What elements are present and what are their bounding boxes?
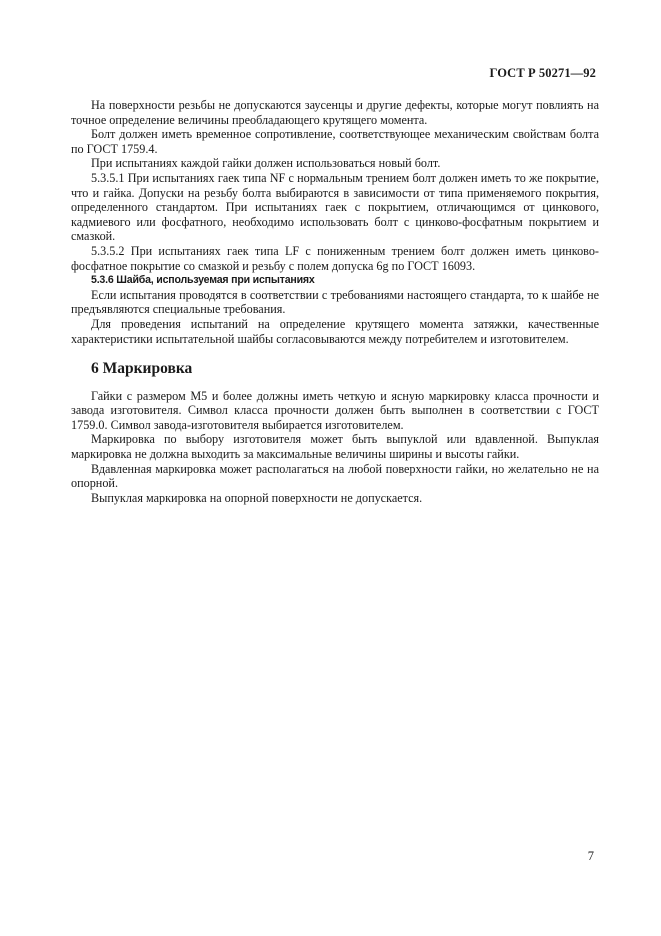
document-code-header: ГОСТ Р 50271—92 <box>489 66 596 80</box>
paragraph-washer-requirements: Если испытания проводятся в соответствии с требованиями настоящего стандарта, то к шайбе не предъявляются специальные требования. <box>71 287 599 317</box>
paragraph-marking-type: Маркировка по выбору изготовителя может быть выпуклой или вдавленной. Выпуклая маркировка не должна выходить за максимальные величины ширины и высоты гайки. <box>71 432 599 462</box>
paragraph-bolt-strength: Болт должен иметь временное сопротивление, соответствующее механическим свойствам болта по ГОСТ 1759.4. <box>71 127 599 156</box>
paragraph-washer-agreement: Для проведения испытаний на определение крутящего момента затяжки, качественные характеристики испытательной шайбы согласовываются между потребителем и изготовителем. <box>71 316 599 346</box>
paragraph-marking-class: Гайки с размером М5 и более должны иметь четкую и ясную маркировку класса прочности и завода изготовителя. Символ класса прочности должен быть выполнен в соответствии с ГОСТ 1759.0. Символ завода-изготовителя выбирается изготовителем. <box>71 388 599 432</box>
section-heading-marking: 6 Маркировка <box>91 360 193 378</box>
paragraph-new-bolt: При испытаниях каждой гайки должен использоваться новый болт. <box>91 156 441 171</box>
clause-5-3-5-1: 5.3.5.1 При испытаниях гаек типа NF с нормальным трением болт должен иметь то же покрытие, что и гайка. Допуски на резьбу болта выбираются в зависимости от типа применяемого покрытия, определенного стандартом. При испытаниях гаек с покрытием, отличающимся от цинкового, кадмиевого или фосфатного, необходимо использовать болт с цинково-фосфатным покрытием и смазкой. <box>71 170 599 244</box>
page-content <box>71 98 599 505</box>
subsection-heading-5-3-6: 5.3.6 Шайба, используемая при испытаниях <box>91 274 315 287</box>
clause-5-3-5-2: 5.3.5.2 При испытаниях гаек типа LF с пониженным трением болт должен иметь цинково-фосфатное покрытие со смазкой и резьбу с полем допуска 6g по ГОСТ 16093. <box>71 243 599 273</box>
paragraph-recessed-marking: Вдавленная маркировка может располагаться на любой поверхности гайки, но желательно не на опорной. <box>71 461 599 491</box>
page-number: 7 <box>587 849 594 863</box>
paragraph-thread-defects: На поверхности резьбы не допускаются заусенцы и другие дефекты, которые могут повлиять на точное определение величины преобладающего крутящего момента. <box>71 98 599 127</box>
paragraph-raised-marking: Выпуклая маркировка на опорной поверхности не допускается. <box>91 490 423 505</box>
